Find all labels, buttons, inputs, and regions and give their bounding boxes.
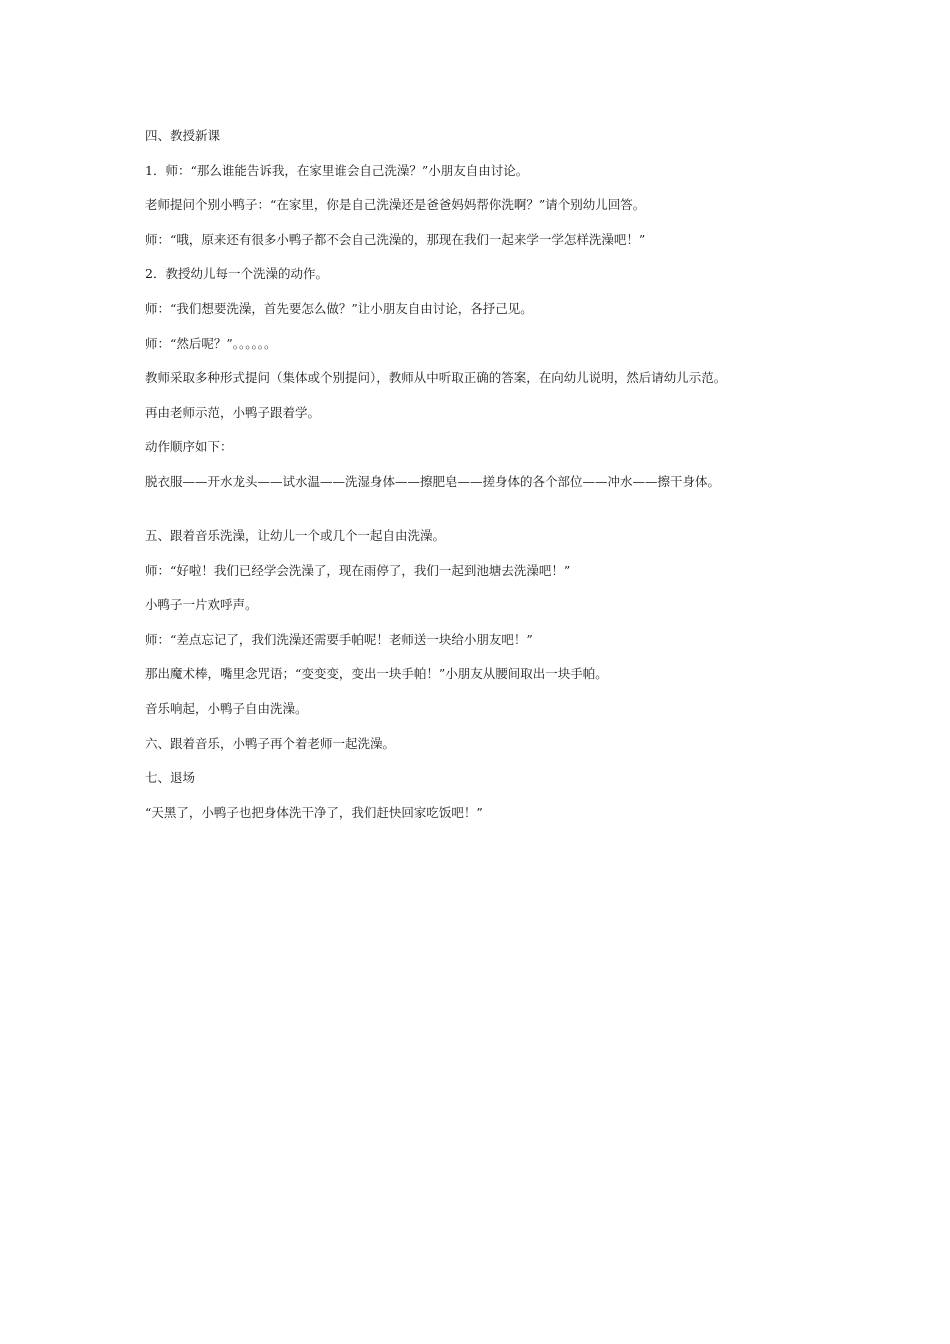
paragraph: “天黑了，小鸭子也把身体洗干净了，我们赶快回家吃饭吧！” — [145, 804, 483, 820]
section-heading-teach-new-lesson: 四、教授新课 — [145, 128, 221, 143]
section-heading-follow-music: 六、跟着音乐，小鸭子再个着老师一起洗澡。 — [145, 735, 396, 751]
paragraph: 师：“好啦！我们已经学会洗澡了，现在雨停了，我们一起到池塘去洗澡吧！” — [145, 562, 571, 578]
paragraph: 师：“我们想要洗澡，首先要怎么做？”让小朋友自由讨论，各抒己见。 — [145, 300, 533, 316]
paragraph: 师：“差点忘记了，我们洗澡还需要手帕呢！老师送一块给小朋友吧！” — [145, 631, 533, 647]
paragraph: 老师提问个别小鸭子：“在家里，你是自己洗澡还是爸爸妈妈帮你洗啊？”请个别幼儿回答。 — [145, 197, 646, 213]
paragraph: 动作顺序如下： — [145, 439, 233, 455]
section-heading-music-bath: 五、跟着音乐洗澡，让幼儿一个或几个一起自由洗澡。 — [145, 527, 446, 543]
section-heading-exit: 七、退场 — [145, 770, 196, 786]
document-body — [145, 126, 845, 837]
paragraph: 那出魔术棒，嘴里念咒语；“变变变，变出一块手帕！”小朋友从腰间取出一块手帕。 — [145, 666, 608, 682]
paragraph: 师：“然后呢？”。。。。。。 — [145, 335, 277, 351]
action-sequence: 脱衣服——开水龙头——试水温——洗湿身体——擦肥皂——搓身体的各个部位——冲水——擦干身体。 — [145, 473, 721, 489]
paragraph: 1．师：“那么谁能告诉我，在家里谁会自己洗澡？”小朋友自由讨论。 — [145, 162, 529, 178]
paragraph: 小鸭子一片欢呼声。 — [145, 597, 258, 613]
paragraph: 再由老师示范，小鸭子跟着学。 — [145, 404, 321, 420]
paragraph: 2．教授幼儿每一个洗澡的动作。 — [145, 266, 328, 282]
paragraph: 师：“哦，原来还有很多小鸭子都不会自己洗澡的，那现在我们一起来学一学怎样洗澡吧！” — [145, 231, 646, 247]
paragraph: 音乐响起，小鸭子自由洗澡。 — [145, 700, 308, 716]
paragraph: 教师采取多种形式提问（集体或个别提问），教师从中听取正确的答案，在向幼儿说明，然后请幼儿示范。 — [145, 370, 727, 386]
